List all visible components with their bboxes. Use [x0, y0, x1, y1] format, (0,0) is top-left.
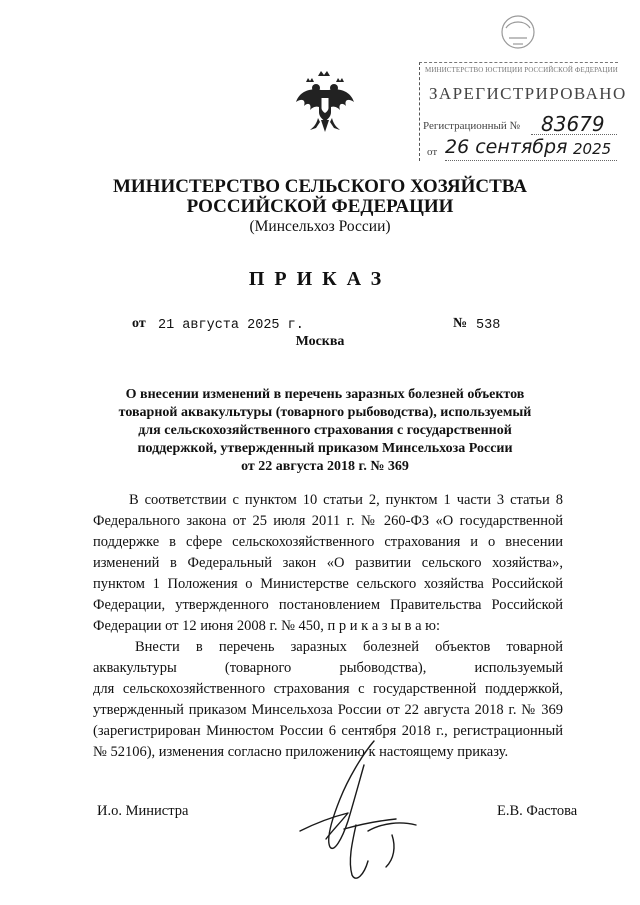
ministry-short-name: (Минсельхоз России)	[249, 218, 391, 235]
ministry-name-line1: МИНИСТЕРСТВО СЕЛЬСКОГО ХОЗЯЙСТВА	[112, 176, 528, 197]
handwritten-signature	[296, 735, 446, 885]
order-date: 21 августа 2025 г.	[158, 318, 304, 333]
body-paragraph-2-line: для сельскохозяйственного страхования с государственной поддержкой,	[93, 681, 563, 697]
stamp-organization: МИНИСТЕРСТВО ЮСТИЦИИ РОССИЙСКОЙ ФЕДЕРАЦИИ	[425, 66, 618, 74]
body-paragraph-1-line: изменений в Федеральный закон «О развитии сельского хозяйства»,	[93, 555, 563, 571]
document-title-line: от 22 августа 2018 г. № 369	[241, 459, 409, 474]
body-paragraph-1-line: Федерации от 12 июня 2008 г. № 450, п р и к а з ы в а ю:	[93, 618, 441, 634]
city: Москва	[295, 334, 345, 349]
stamp-date-value: 26 сентября	[445, 136, 568, 158]
coat-of-arms-icon	[294, 68, 356, 136]
stamp-reg-label: Регистрационный №	[423, 120, 521, 132]
body-paragraph-2-line: № 52106), изменения согласно приложению к настоящему приказу.	[93, 744, 509, 760]
registration-stamp	[419, 10, 627, 162]
stamp-year-value: 2025	[573, 140, 612, 158]
ministry-name-line2: РОССИЙСКОЙ ФЕДЕРАЦИИ	[186, 196, 454, 217]
body-paragraph-2-line: Внести в перечень заразных болезней объектов товарной	[135, 639, 563, 655]
body-paragraph-1-line: В соответствии с пунктом 10 статьи 2, пунктом 1 части 3 статьи 8	[129, 492, 563, 508]
body-paragraph-2-line: аквакультуры (товарного рыбоводства), используемый	[93, 660, 563, 676]
stamp-date-label: от	[427, 146, 438, 158]
stamp-title: ЗАРЕГИСТРИРОВАНО	[429, 84, 627, 103]
order-title: ПРИКАЗ	[248, 268, 392, 290]
body-paragraph-1-line: Федерации, утвержденного постановлением Правительства Российской	[93, 597, 563, 613]
signatory-name: Е.В. Фастова	[497, 803, 578, 819]
document-title	[100, 386, 550, 476]
stamp-emblem-icon	[491, 10, 545, 56]
signatory-title: И.о. Министра	[97, 803, 189, 819]
body-paragraph-1-line: Федерального закона от 25 июля 2011 г. № 260-ФЗ «О государственной	[93, 513, 563, 529]
document-title-line: поддержкой, утвержденный приказом Минсельхоза России	[137, 441, 513, 456]
date-prefix: от	[132, 316, 146, 331]
document-title-line: для сельскохозяйственного страхования с государственной	[138, 423, 512, 438]
document-body	[93, 490, 563, 763]
body-paragraph-2-line: (зарегистрирован Минюстом России 6 сентября 2018 г., регистрационный	[93, 723, 563, 739]
order-number: 538	[476, 318, 501, 333]
document-title-line: товарной аквакультуры (товарного рыбоводства), используемый	[118, 405, 532, 420]
body-paragraph-2-line: утвержденный приказом Минсельхоза России от 22 августа 2018 г. № 369	[93, 702, 563, 718]
body-paragraph-1-line: пунктом 1 Положения о Министерстве сельского хозяйства Российской	[93, 576, 563, 592]
stamp-date-underline	[445, 160, 617, 161]
body-paragraph-1-line: поддержке в сфере сельскохозяйственного страхования и о внесении	[93, 534, 563, 550]
stamp-reg-number: 83679	[541, 112, 605, 136]
number-sign: №	[453, 316, 468, 331]
document-title-line: О внесении изменений в перечень заразных болезней объектов	[125, 387, 525, 402]
